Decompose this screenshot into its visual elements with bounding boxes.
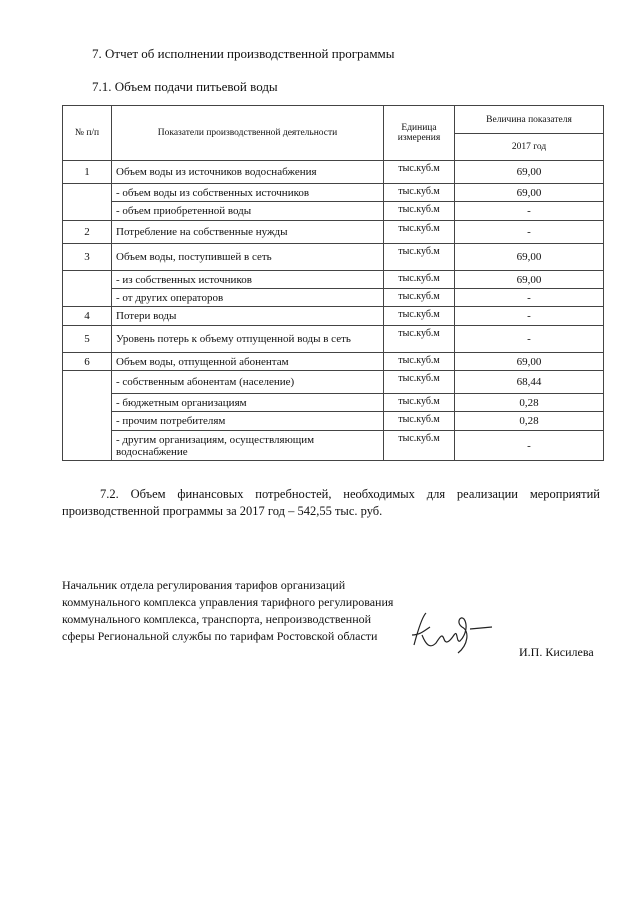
row-unit: тыс.куб.м <box>384 326 455 353</box>
row-indicator: - объем приобретенной воды <box>112 202 384 221</box>
row-unit: тыс.куб.м <box>384 184 455 202</box>
row-unit: тыс.куб.м <box>384 431 455 461</box>
header-value-group: Величина показателя <box>455 106 604 134</box>
header-year: 2017 год <box>455 134 604 161</box>
row-value: 0,28 <box>455 412 604 431</box>
table-row <box>63 184 604 202</box>
row-unit: тыс.куб.м <box>384 221 455 244</box>
table-row <box>63 371 604 394</box>
row-indicator: Уровень потерь к объему отпущенной воды в сеть <box>112 326 384 353</box>
row-num: 3 <box>63 244 112 271</box>
row-indicator: Объем воды, отпущенной абонентам <box>112 353 384 371</box>
row-unit: тыс.куб.м <box>384 244 455 271</box>
table-row <box>63 353 604 371</box>
row-unit: тыс.куб.м <box>384 394 455 412</box>
row-unit: тыс.куб.м <box>384 371 455 394</box>
section-title: 7. Отчет об исполнении производственной программы <box>92 46 395 61</box>
subsection-title: 7.1. Объем подачи питьевой воды <box>92 79 278 94</box>
row-value: - <box>455 326 604 353</box>
row-value: 0,28 <box>455 394 604 412</box>
row-value: 68,44 <box>455 371 604 394</box>
table-row <box>63 221 604 244</box>
row-unit: тыс.куб.м <box>384 289 455 307</box>
table-row <box>63 326 604 353</box>
row-indicator: Объем воды, поступившей в сеть <box>112 244 384 271</box>
row-value: - <box>455 289 604 307</box>
row-num: 2 <box>63 221 112 244</box>
row-indicator: - от других операторов <box>112 289 384 307</box>
table-row <box>63 271 604 289</box>
row-unit: тыс.куб.м <box>384 202 455 221</box>
row-num <box>63 371 112 461</box>
row-indicator: - из собственных источников <box>112 271 384 289</box>
row-num <box>63 271 112 307</box>
table-row <box>63 289 604 307</box>
row-value: - <box>455 202 604 221</box>
table-row <box>63 431 604 461</box>
row-value: - <box>455 431 604 461</box>
table-row <box>63 161 604 184</box>
row-indicator: Потребление на собственные нужды <box>112 221 384 244</box>
table-row <box>63 394 604 412</box>
row-indicator: - другим организациям, осуществляющим водоснабжение <box>112 431 384 461</box>
table-row <box>63 202 604 221</box>
row-unit: тыс.куб.м <box>384 412 455 431</box>
row-indicator: Потери воды <box>112 307 384 326</box>
row-value: 69,00 <box>455 161 604 184</box>
header-num: № п/п <box>63 106 112 161</box>
row-num: 6 <box>63 353 112 371</box>
row-unit: тыс.куб.м <box>384 161 455 184</box>
header-indicator: Показатели производственной деятельности <box>112 106 384 161</box>
row-num <box>63 184 112 221</box>
row-unit: тыс.куб.м <box>384 307 455 326</box>
row-value: - <box>455 307 604 326</box>
row-unit: тыс.куб.м <box>384 353 455 371</box>
handwritten-signature <box>400 605 500 660</box>
table-row <box>63 244 604 271</box>
row-value: 69,00 <box>455 244 604 271</box>
table-row <box>63 412 604 431</box>
row-value: 69,00 <box>455 184 604 202</box>
row-value: 69,00 <box>455 271 604 289</box>
table-row <box>63 307 604 326</box>
row-indicator: - бюджетным организациям <box>112 394 384 412</box>
row-unit: тыс.куб.м <box>384 271 455 289</box>
water-supply-table <box>62 105 604 461</box>
row-value: - <box>455 221 604 244</box>
row-num: 5 <box>63 326 112 353</box>
row-indicator: - собственным абонентам (население) <box>112 371 384 394</box>
row-indicator: - объем воды из собственных источников <box>112 184 384 202</box>
signatory-position: Начальник отдела регулирования тарифов организаций коммунального комплекса управления тарифного регулирования коммунального комплекса, транспорта, непроизводственной сферы Региональной службы по тарифам Ростовской области <box>62 578 394 643</box>
paragraph-7-2: 7.2. Объем финансовых потребностей, необходимых для реализации мероприятий производственной программы за 2017 год – 542,55 тыс. руб. <box>62 487 600 518</box>
row-indicator: - прочим потребителям <box>112 412 384 431</box>
row-indicator: Объем воды из источников водоснабжения <box>112 161 384 184</box>
signatory-name: И.П. Кисилева <box>519 645 594 659</box>
header-unit: Единица измерения <box>384 106 455 161</box>
row-value: 69,00 <box>455 353 604 371</box>
row-num: 4 <box>63 307 112 326</box>
row-num: 1 <box>63 161 112 184</box>
